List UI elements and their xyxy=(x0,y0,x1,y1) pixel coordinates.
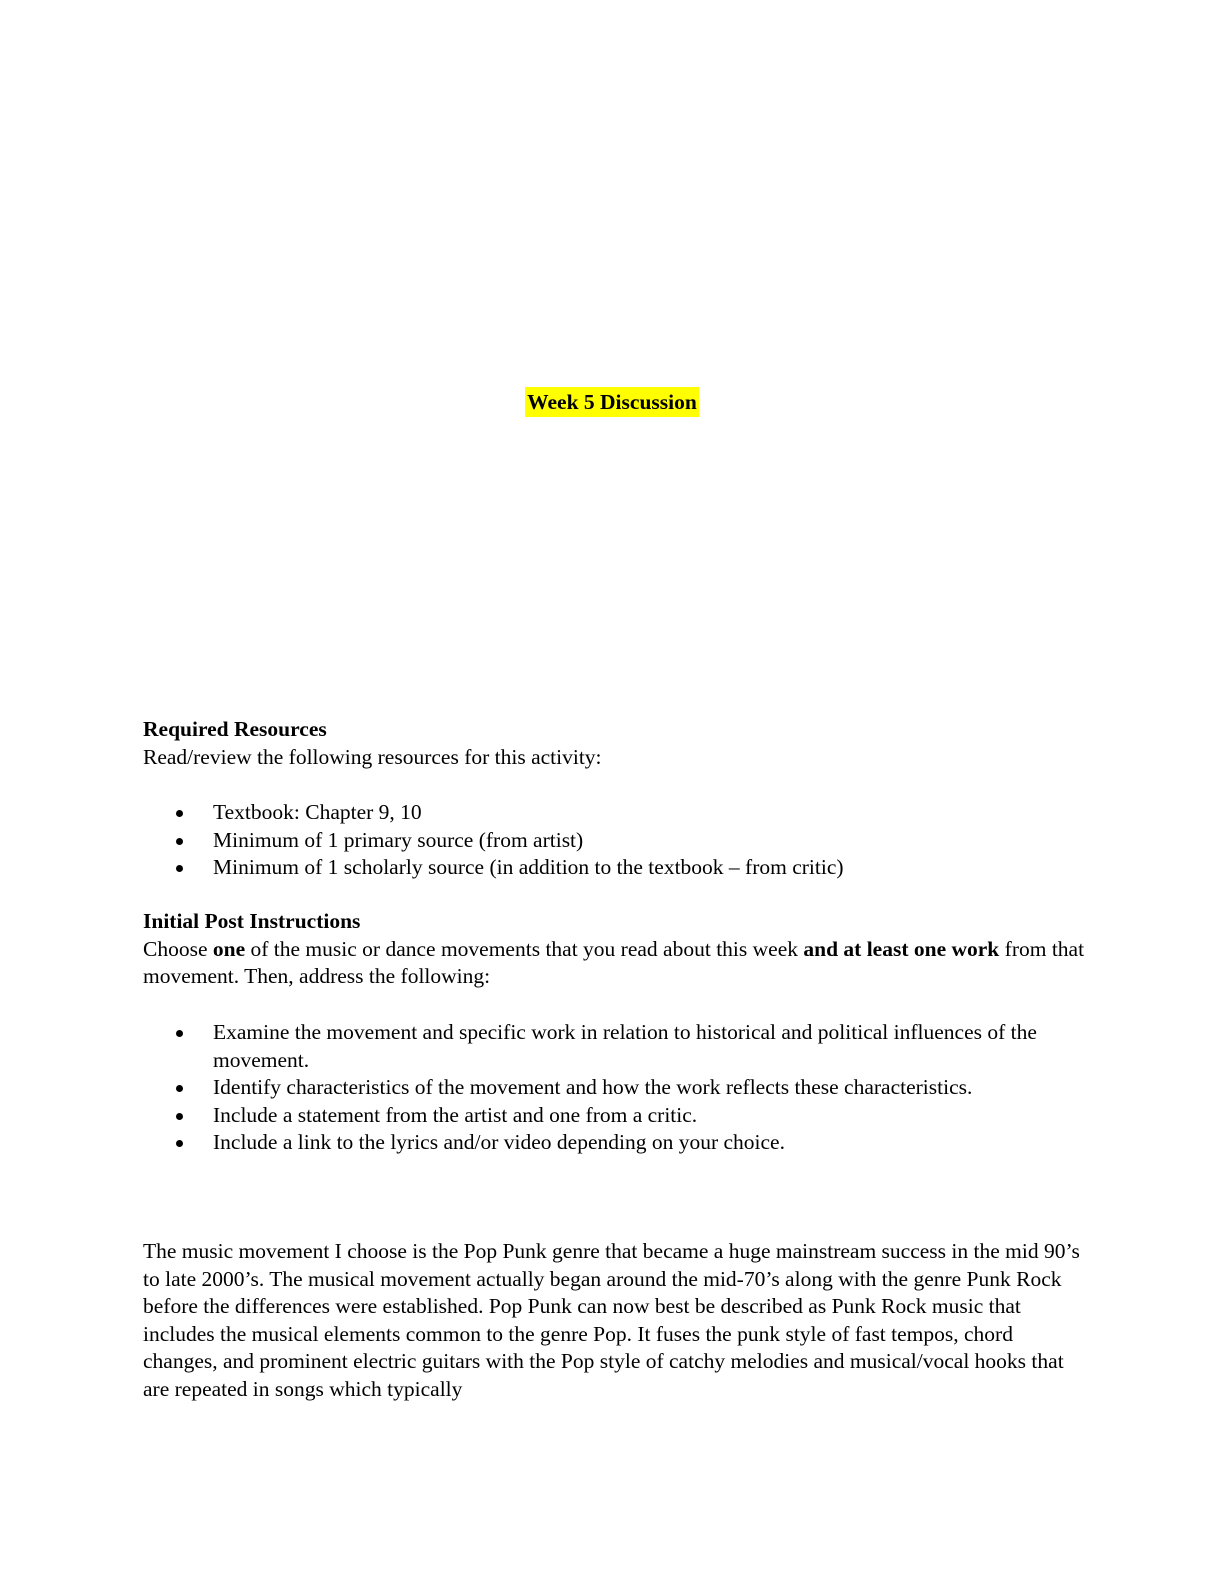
list-item xyxy=(143,1074,1078,1102)
list-item-text: Minimum of 1 scholarly source (in addition to the textbook – from critic) xyxy=(213,855,844,879)
list-item-text: Examine the movement and specific work in relation to historical and political influences of the movement. xyxy=(213,1020,1037,1072)
list-item xyxy=(143,1102,1078,1130)
intro-text: Choose xyxy=(143,936,213,961)
list-item-text: Include a statement from the artist and one from a critic. xyxy=(213,1102,698,1127)
list-item-text: Minimum of 1 primary source (from artist) xyxy=(213,827,584,852)
required-resources-section xyxy=(143,716,1088,771)
title-row xyxy=(0,387,1224,417)
response-paragraph: The music movement I choose is the Pop Punk genre that became a huge mainstream success in the mid 90’s to late 2000’s. The musical movement actually began around the mid-70’s along with the genre Punk Rock before the differences were established. Pop Punk can now best be described as Punk Rock music that includes the musical elements common to the genre Pop. It fuses the punk style of fast tempos, chord changes, and prominent electric guitars with the Pop style of catchy melodies and musical/vocal hooks that are repeated in songs which typically xyxy=(143,1239,1080,1401)
intro-text: of the music or dance movements that you read about this week xyxy=(245,936,804,961)
initial-post-intro xyxy=(143,936,1088,991)
bullet-icon xyxy=(176,1113,183,1120)
list-item xyxy=(143,827,1088,855)
bullet-icon xyxy=(176,1085,183,1092)
list-item-text: Textbook: Chapter 9, 10 xyxy=(213,800,422,824)
list-item-text: Identify characteristics of the movement and how the work reflects these characteristics. xyxy=(213,1075,973,1099)
bullet-icon xyxy=(176,1140,183,1147)
intro-bold-text: and at least one work xyxy=(803,936,1000,961)
list-item xyxy=(143,799,1088,827)
initial-post-section xyxy=(143,908,1088,991)
list-item xyxy=(143,854,1088,882)
bullet-icon xyxy=(176,1030,183,1037)
page-title: Week 5 Discussion xyxy=(525,387,699,417)
required-resources-intro: Read/review the following resources for this activity: xyxy=(143,744,602,769)
required-resources-list xyxy=(143,799,1088,882)
bullet-icon xyxy=(176,810,183,817)
required-resources-heading: Required Resources xyxy=(143,717,327,741)
required-resources-list-wrap xyxy=(143,799,1088,882)
intro-text: from that movement. Then, address the following: xyxy=(143,936,1085,988)
initial-post-list xyxy=(143,1019,1078,1157)
initial-post-heading: Initial Post Instructions xyxy=(143,909,361,933)
bullet-icon xyxy=(176,865,183,872)
list-item xyxy=(143,1019,1078,1074)
bullet-icon xyxy=(176,838,183,845)
list-item xyxy=(143,1129,1078,1157)
response-section xyxy=(143,1238,1083,1403)
list-item-text: Include a link to the lyrics and/or video depending on your choice. xyxy=(213,1130,785,1154)
initial-post-list-wrap xyxy=(143,1019,1078,1157)
intro-bold-text: one xyxy=(212,936,246,961)
